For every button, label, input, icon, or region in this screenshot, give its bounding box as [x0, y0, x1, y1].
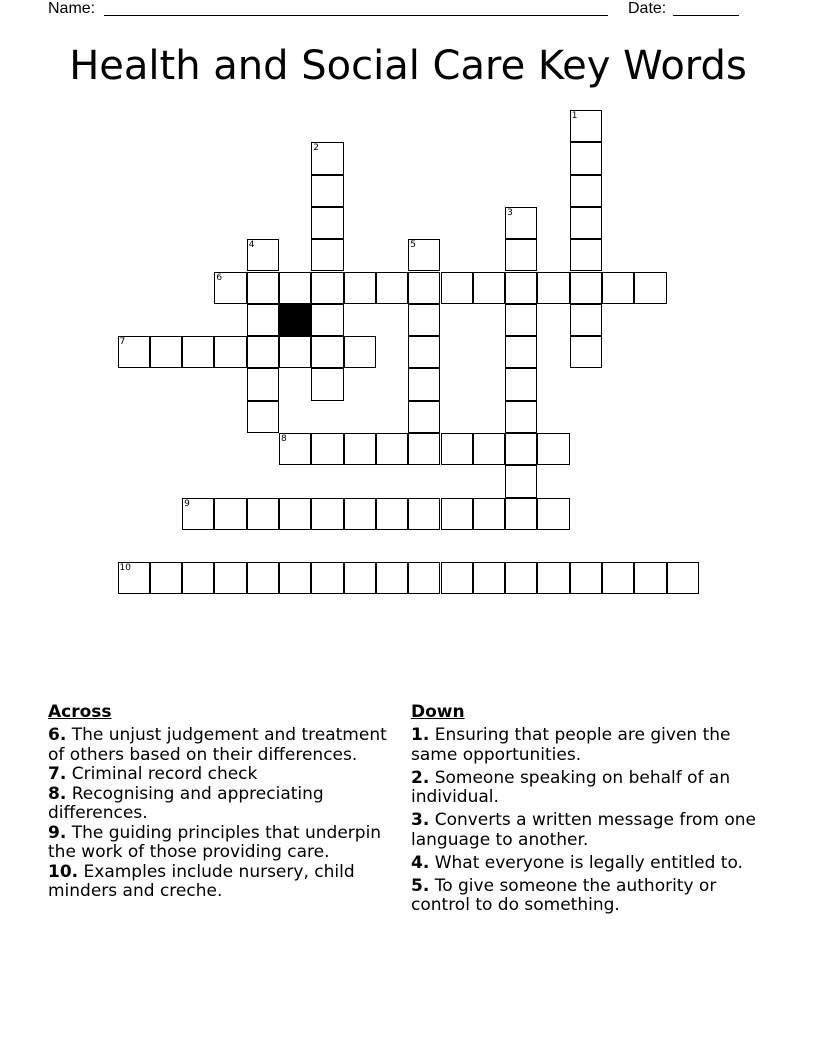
- clue-item: [411, 877, 761, 916]
- grid-cell[interactable]: [182, 336, 214, 368]
- grid-cell[interactable]: [634, 272, 666, 304]
- grid-cell[interactable]: [279, 562, 311, 594]
- name-label: Name:: [48, 0, 96, 17]
- grid-cell[interactable]: [247, 272, 279, 304]
- grid-cell[interactable]: [505, 207, 537, 239]
- clue-number: 6.: [48, 725, 67, 745]
- grid-cell[interactable]: [311, 304, 343, 336]
- grid-cell[interactable]: [408, 304, 440, 336]
- clue-number: 10.: [48, 861, 79, 882]
- page-title: Health and Social Care Key Words: [69, 43, 747, 89]
- clue-number: 2.: [411, 767, 430, 788]
- cell-number: 9: [184, 498, 190, 509]
- grid-cell[interactable]: [279, 272, 311, 304]
- grid-cell[interactable]: [570, 207, 602, 239]
- grid-cell[interactable]: [247, 239, 279, 271]
- grid-cell[interactable]: [214, 336, 246, 368]
- clue-text: Ensuring that people are given the same opportunities.: [411, 725, 731, 765]
- grid-cell[interactable]: [247, 562, 279, 594]
- grid-cell[interactable]: [182, 562, 214, 594]
- grid-cell[interactable]: [473, 498, 505, 530]
- clue-text: Someone speaking on behalf of an individual.: [411, 767, 731, 807]
- grid-cell[interactable]: [279, 498, 311, 530]
- cell-number: 6: [216, 272, 223, 283]
- clue-number: 1.: [411, 725, 430, 745]
- grid-cell[interactable]: [537, 272, 569, 304]
- clue-number: 9.: [48, 822, 67, 843]
- grid-cell[interactable]: [344, 336, 376, 368]
- grid-cell[interactable]: [344, 498, 376, 530]
- clue-item: [48, 863, 388, 902]
- across-heading: Across: [48, 702, 112, 722]
- grid-cell[interactable]: [602, 272, 634, 304]
- grid-cell[interactable]: [279, 336, 311, 368]
- grid-cell[interactable]: [473, 272, 505, 304]
- clue-item: [48, 726, 388, 765]
- clue-text: Examples include nursery, child minders and creche.: [48, 861, 355, 901]
- grid-cell[interactable]: [505, 304, 537, 336]
- grid-cell[interactable]: [311, 433, 343, 465]
- grid-cell[interactable]: [505, 433, 537, 465]
- grid-cell[interactable]: [247, 498, 279, 530]
- clue-text: The unjust judgement and treatment of others based on their differences.: [48, 725, 387, 765]
- grid-cell[interactable]: [408, 368, 440, 400]
- clue-item: [48, 765, 388, 785]
- grid-cell[interactable]: [214, 498, 246, 530]
- grid-cell[interactable]: [505, 272, 537, 304]
- clue-item: [48, 785, 388, 824]
- clue-number: 4.: [411, 852, 430, 873]
- grid-cell[interactable]: [376, 498, 408, 530]
- grid-cell[interactable]: [441, 562, 473, 594]
- grid-cell[interactable]: [279, 433, 311, 465]
- clue-number: 3.: [411, 810, 430, 830]
- grid-cell[interactable]: [344, 272, 376, 304]
- grid-cell[interactable]: [311, 562, 343, 594]
- cell-number: 4: [248, 240, 255, 251]
- grid-cell[interactable]: [505, 401, 537, 433]
- grid-cell[interactable]: [570, 304, 602, 336]
- grid-cell[interactable]: [247, 336, 279, 368]
- grid-cell[interactable]: [441, 498, 473, 530]
- clue-item: [411, 854, 761, 874]
- cell-number: 10: [119, 563, 131, 574]
- grid-cell[interactable]: [505, 336, 537, 368]
- grid-cell[interactable]: [537, 433, 569, 465]
- grid-cell[interactable]: [311, 336, 343, 368]
- cell-number: 5: [410, 240, 416, 251]
- grid-cell[interactable]: [570, 175, 602, 207]
- grid-cell[interactable]: [408, 239, 440, 271]
- clue-item: [411, 726, 761, 765]
- grid-cell[interactable]: [344, 562, 376, 594]
- grid-cell[interactable]: [505, 562, 537, 594]
- grid-cell[interactable]: [473, 562, 505, 594]
- grid-cell[interactable]: [344, 433, 376, 465]
- grid-cell[interactable]: [247, 401, 279, 433]
- grid-cell[interactable]: [570, 272, 602, 304]
- grid-cell[interactable]: [634, 562, 666, 594]
- grid-cell[interactable]: [376, 433, 408, 465]
- date-label: Date:: [628, 0, 667, 17]
- grid-cell[interactable]: [311, 498, 343, 530]
- clue-number: 7.: [48, 764, 67, 784]
- clue-text: Recognising and appreciating differences.: [48, 783, 324, 823]
- grid-cell[interactable]: [667, 562, 699, 594]
- grid-cell[interactable]: [537, 562, 569, 594]
- grid-cell[interactable]: [441, 433, 473, 465]
- grid-cell[interactable]: [570, 142, 602, 174]
- cell-number: 8: [281, 434, 287, 444]
- date-field[interactable]: [673, 15, 739, 16]
- name-field[interactable]: [104, 15, 608, 16]
- grid-cell-blocked: [279, 304, 311, 336]
- grid-cell[interactable]: [570, 110, 602, 142]
- grid-cell[interactable]: [118, 562, 150, 594]
- grid-cell[interactable]: [408, 272, 440, 304]
- grid-cell[interactable]: [473, 433, 505, 465]
- grid-cell[interactable]: [247, 368, 279, 400]
- clue-item: [411, 811, 761, 850]
- grid-cell[interactable]: [408, 336, 440, 368]
- down-clues: [411, 702, 761, 919]
- grid-cell[interactable]: [408, 433, 440, 465]
- grid-cell[interactable]: [505, 239, 537, 271]
- clue-text: Converts a written message from one language to another.: [411, 810, 756, 850]
- clue-number: 8.: [48, 783, 67, 804]
- cell-number: 7: [119, 337, 126, 348]
- grid-cell[interactable]: [150, 336, 182, 368]
- clue-text: Criminal record check: [71, 764, 258, 784]
- cell-number: 2: [313, 143, 320, 154]
- grid-cell[interactable]: [570, 562, 602, 594]
- grid-cell[interactable]: [537, 498, 569, 530]
- grid-cell[interactable]: [602, 562, 634, 594]
- grid-cell[interactable]: [570, 239, 602, 271]
- grid-cell[interactable]: [311, 207, 343, 239]
- grid-cell[interactable]: [150, 562, 182, 594]
- grid-cell[interactable]: [247, 304, 279, 336]
- clue-text: The guiding principles that underpin the work of those providing care.: [48, 822, 382, 862]
- grid-cell[interactable]: [505, 498, 537, 530]
- grid-cell[interactable]: [441, 272, 473, 304]
- across-clues: [48, 702, 388, 902]
- grid-cell[interactable]: [118, 336, 150, 368]
- clue-item: [411, 769, 761, 808]
- grid-cell[interactable]: [311, 175, 343, 207]
- grid-cell[interactable]: [505, 465, 537, 497]
- clue-item: [48, 824, 388, 863]
- grid-cell[interactable]: [408, 498, 440, 530]
- grid-cell[interactable]: [570, 336, 602, 368]
- clue-text: To give someone the authority or control to do something.: [411, 875, 717, 915]
- down-heading: Down: [411, 702, 465, 722]
- grid-cell[interactable]: [311, 368, 343, 400]
- grid-cell[interactable]: [505, 368, 537, 400]
- clue-text: What everyone is legally entitled to.: [434, 852, 743, 873]
- grid-cell[interactable]: [182, 498, 214, 530]
- grid-cell[interactable]: [408, 562, 440, 594]
- grid-cell[interactable]: [376, 562, 408, 594]
- cell-number: 1: [571, 111, 578, 121]
- grid-cell[interactable]: [408, 401, 440, 433]
- grid-cell[interactable]: [376, 272, 408, 304]
- clue-number: 5.: [411, 875, 430, 896]
- grid-cell[interactable]: [311, 272, 343, 304]
- cell-number: 3: [507, 207, 513, 218]
- grid-cell[interactable]: [311, 142, 343, 174]
- grid-cell[interactable]: [214, 272, 246, 304]
- grid-cell[interactable]: [214, 562, 246, 594]
- grid-cell[interactable]: [311, 239, 343, 271]
